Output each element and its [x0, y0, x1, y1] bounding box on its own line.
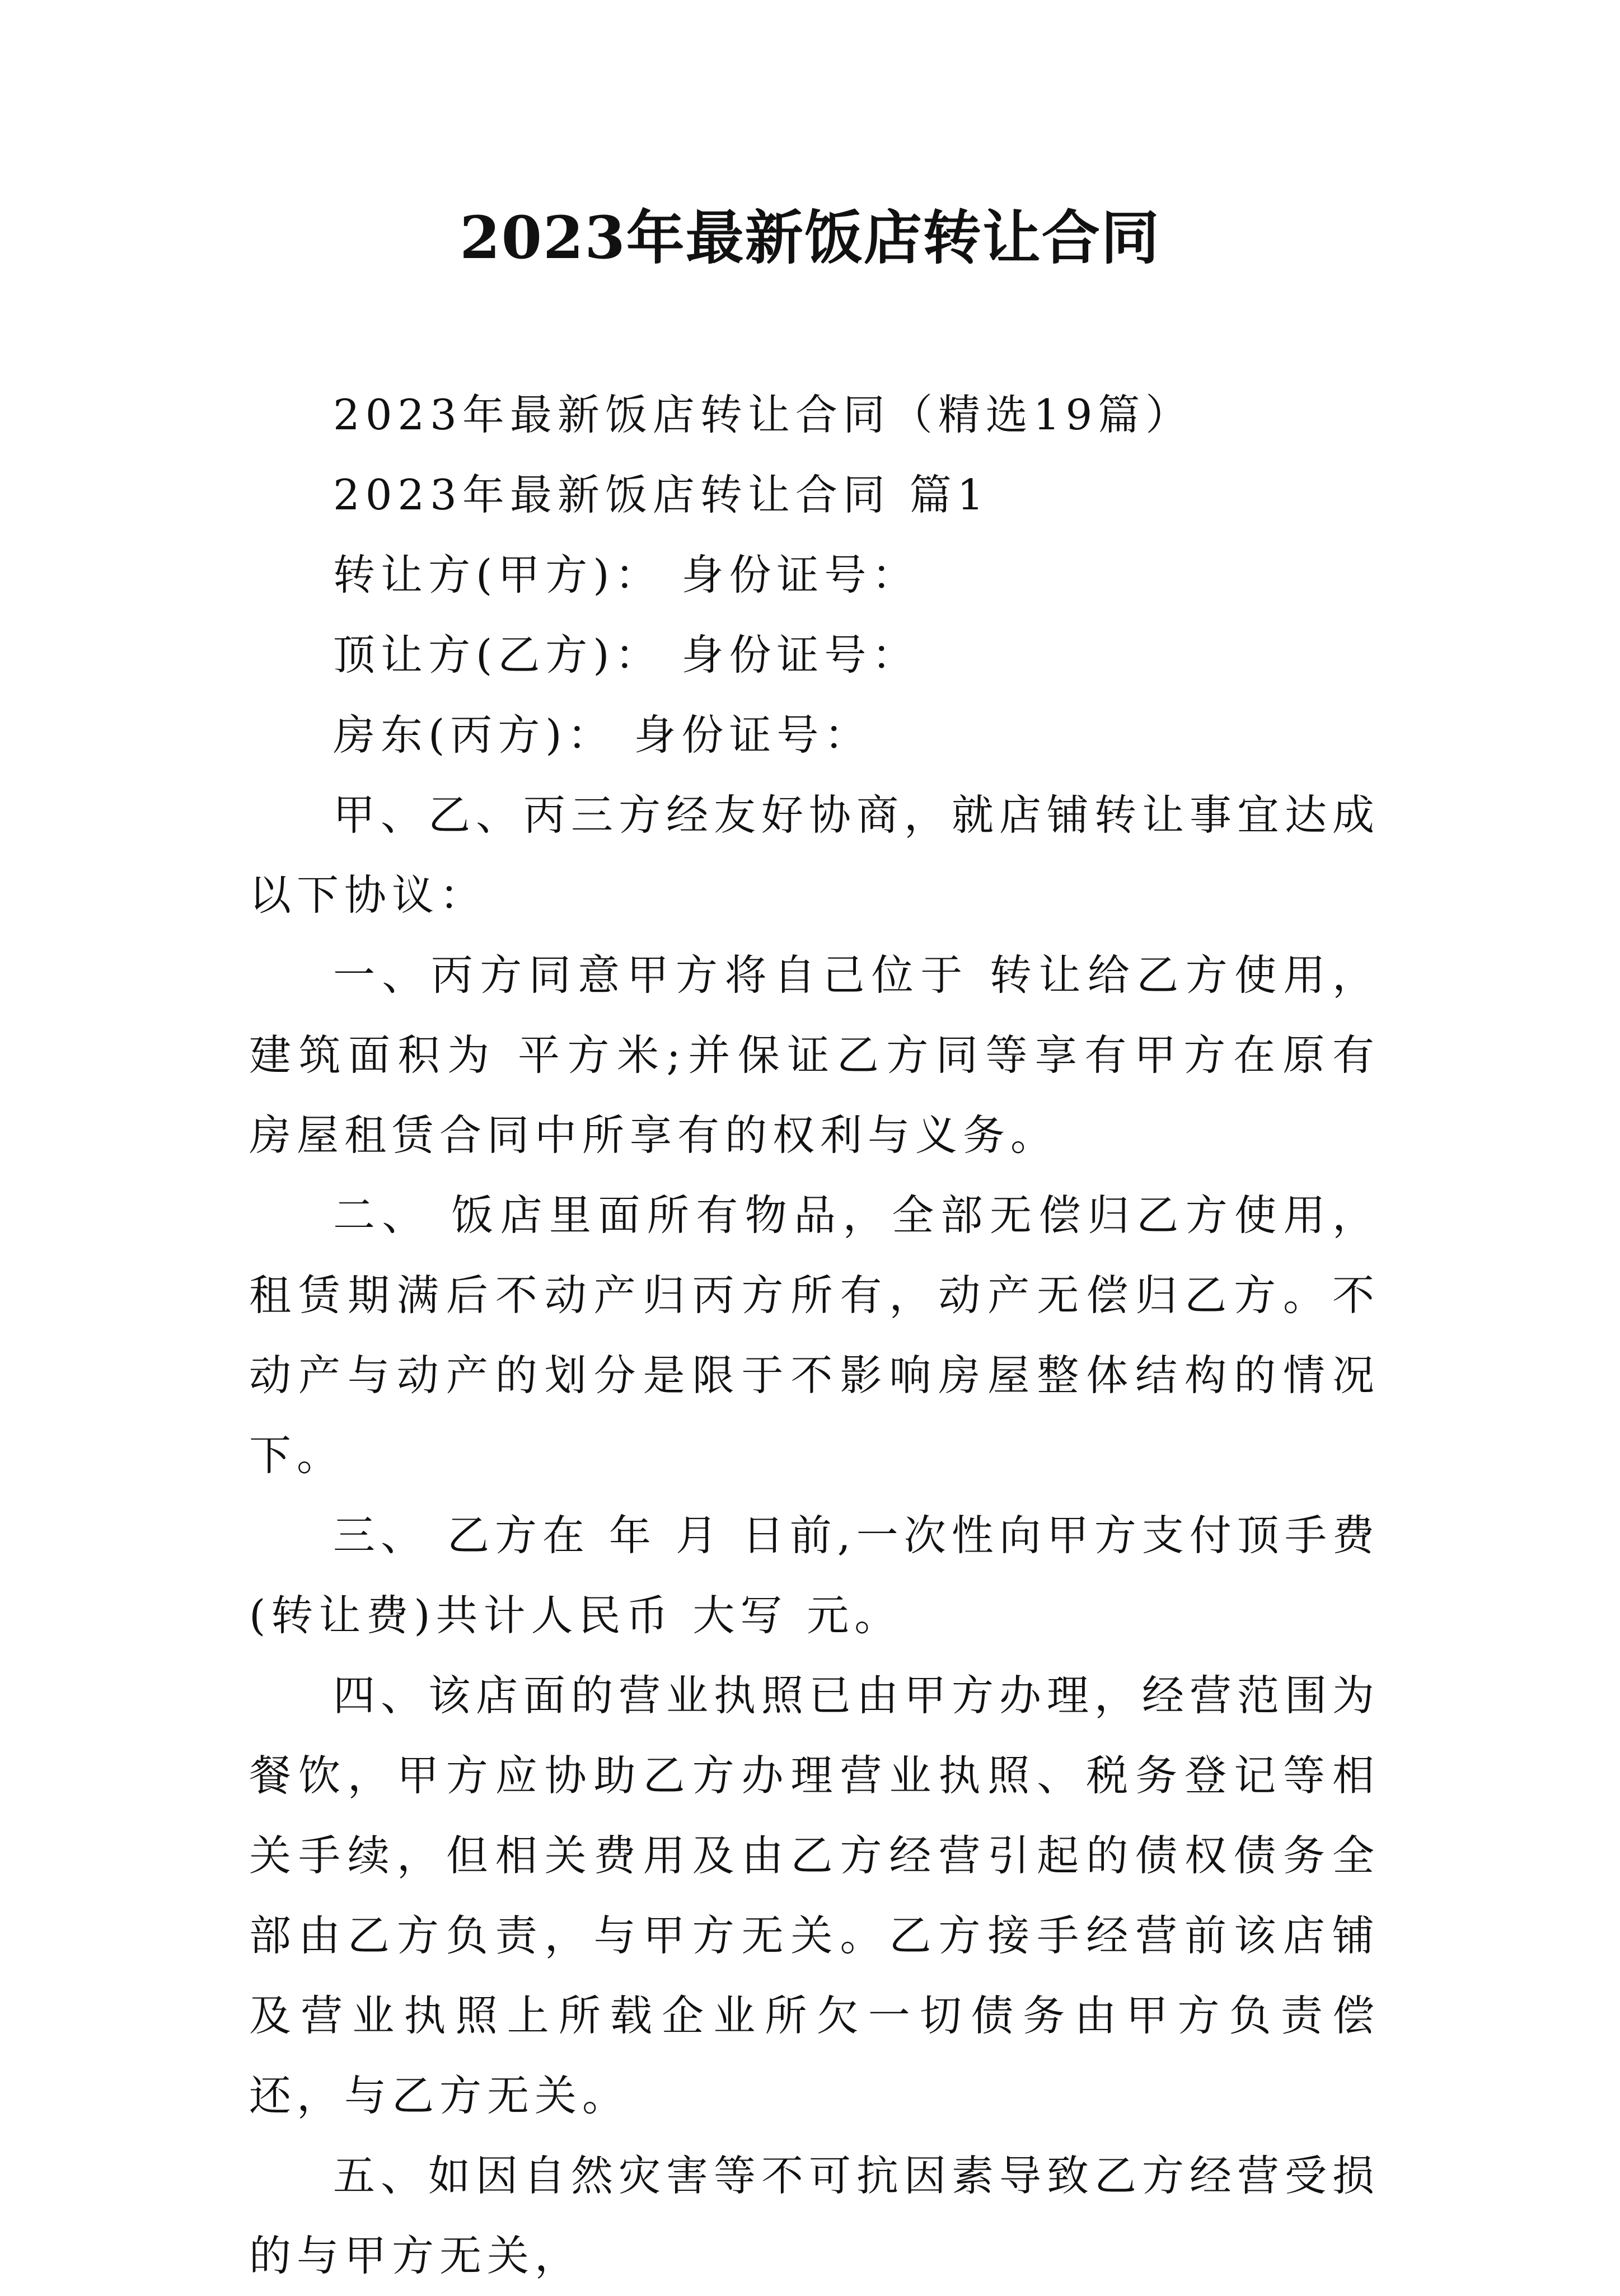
document-paragraph: 二、 饭店里面所有物品，全部无偿归乙方使用，租赁期满后不动产归丙方所有，动产无偿归乙方。不动产与动产的划分是限于不影响房屋整体结构的情况下。 — [249, 1191, 1380, 1480]
document-paragraph: 五、如因自然灾害等不可抗因素导致乙方经营受损的与甲方无关， — [249, 2151, 1380, 2280]
document-paragraph: 顶让方(乙方)： 身份证号： — [333, 630, 920, 680]
document-title: 2023年最新饭店转让合同 — [460, 203, 1160, 272]
document-paragraph: 2023年最新饭店转让合同（精选19篇） — [333, 390, 1193, 439]
document-paragraph: 转让方(甲方)： 身份证号： — [333, 550, 920, 599]
document-paragraph: 三、 乙方在 年 月 日前,一次性向甲方支付顶手费(转让费)共计人民币 大写 元。 — [249, 1511, 1380, 1640]
document-paragraph: 甲、乙、丙三方经友好协商，就店铺转让事宜达成以下协议： — [249, 790, 1380, 920]
document-body — [249, 375, 1380, 2296]
document-paragraph: 一、丙方同意甲方将自己位于 转让给乙方使用，建筑面积为 平方米;并保证乙方同等享有甲方在原有房屋租赁合同中所享有的权利与义务。 — [249, 950, 1380, 1160]
document-paragraph: 房东(丙方)： 身份证号： — [333, 710, 872, 760]
document-paragraph: 四、该店面的营业执照已由甲方办理，经营范围为餐饮，甲方应协助乙方办理营业执照、税务登记等相关手续，但相关费用及由乙方经营引起的债权债务全部由乙方负责，与甲方无关。乙方接手经营前该店铺及营业执照上所载企业所欠一切债务由甲方负责偿还，与乙方无关。 — [249, 1671, 1380, 2120]
document-paragraph: 2023年最新饭店转让合同 篇1 — [333, 470, 990, 519]
